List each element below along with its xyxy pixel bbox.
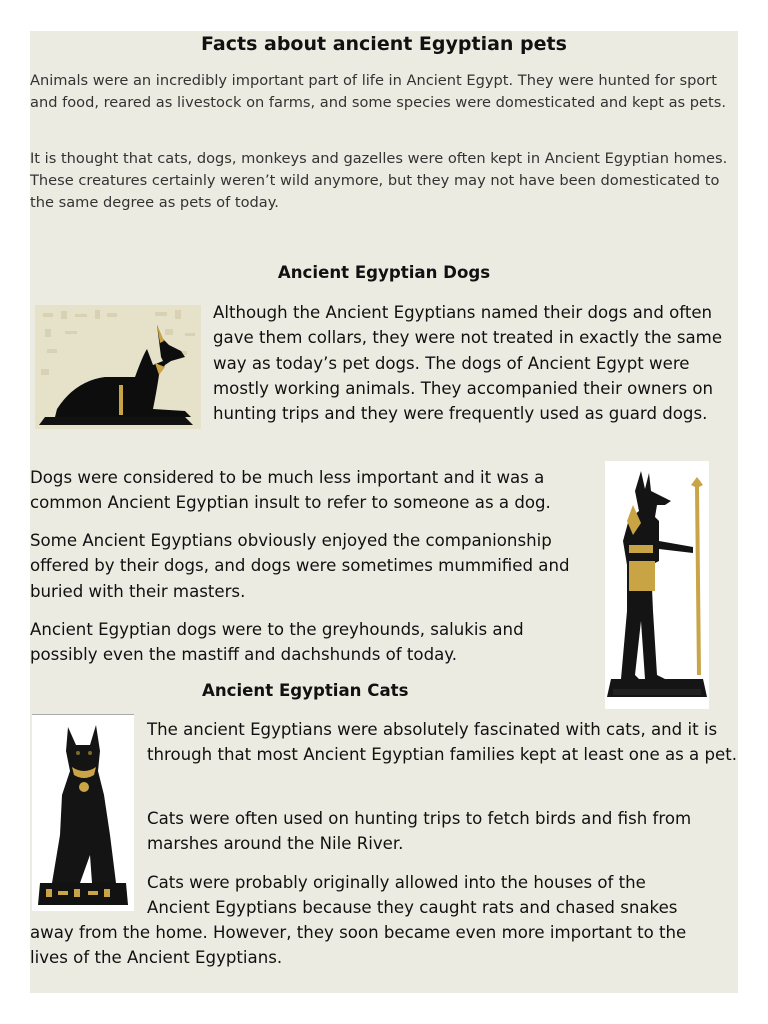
- dogs-heading: Ancient Egyptian Dogs: [277, 263, 491, 282]
- cats-paragraph-1: The ancient Egyptians were absolutely fascinated with cats, and it is through that most Ancient Egyptian families kept at least one as a pet.: [147, 720, 737, 765]
- cats-paragraph-3-line-2: Ancient Egyptians because they caught rats and chased snakes: [147, 898, 678, 917]
- dogs-paragraph-3: Some Ancient Egyptians obviously enjoyed the companionship offered by their dogs, and dogs were sometimes mummified and buried with their masters.: [30, 531, 570, 601]
- cat-statue-image: [32, 714, 134, 911]
- cats-paragraph-3-line-3: away from the home. However, they soon became even more important to the: [30, 923, 687, 942]
- cats-heading: Ancient Egyptian Cats: [202, 681, 409, 700]
- cats-paragraph-2: Cats were often used on hunting trips to fetch birds and fish from marshes around the Nile River.: [147, 809, 692, 854]
- cats-paragraph-3-line-1: Cats were probably originally allowed into the houses of the: [147, 873, 646, 892]
- anubis-figure-image: [605, 461, 709, 709]
- document-page: [30, 31, 738, 993]
- dogs-paragraph-1: Although the Ancient Egyptians named their dogs and often gave them collars, they were not treated in exactly the same way as today’s pet dogs. The dogs of Ancient Egypt were mostly working animals. They accompanied their owners on hunting trips and they were frequently used as guard dogs.: [213, 303, 723, 424]
- page-title: Facts about ancient Egyptian pets: [201, 33, 567, 55]
- dogs-paragraph-2: Dogs were considered to be much less important and it was a common Ancient Egyptian insult to refer to someone as a dog.: [30, 468, 551, 513]
- intro-paragraph-1: Animals were an incredibly important part of life in Ancient Egypt. They were hunted for sport and food, reared as livestock on farms, and some species were domesticated and kept as pets.: [30, 72, 726, 111]
- dog-statue-image: [35, 305, 201, 429]
- intro-paragraph-2: It is thought that cats, dogs, monkeys and gazelles were often kept in Ancient Egyptian homes. These creatures certainly weren’t wild anymore, but they may not have been domesticated to the same degree as pets of today.: [30, 150, 728, 211]
- dogs-paragraph-4: Ancient Egyptian dogs were to the greyhounds, salukis and possibly even the mastiff and dachshunds of today.: [30, 620, 524, 665]
- cats-paragraph-3-line-4: lives of the Ancient Egyptians.: [30, 948, 283, 967]
